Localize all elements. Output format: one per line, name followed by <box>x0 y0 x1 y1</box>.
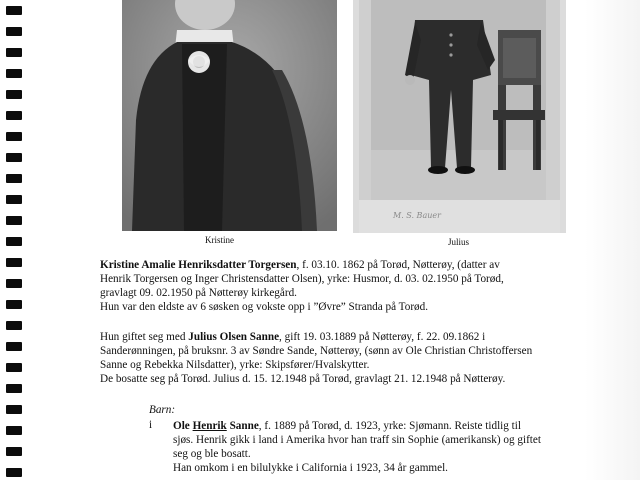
spiral-binding <box>0 0 30 480</box>
bio1-line2: Henrik Torgersen og Inger Christensdatter Olsen), yrke: Husmor, d. 03. 02.1950 på Torød, <box>100 273 504 285</box>
binding-ring <box>6 132 22 141</box>
photographer-stamp: M. S. Bauer <box>393 211 441 220</box>
bio-julius <box>100 330 532 386</box>
bio1-line1: , f. 03.10. 1862 på Torød, Nøtterøy, (datter av <box>296 259 500 271</box>
binding-ring <box>6 447 22 456</box>
child-number: i <box>149 419 153 431</box>
binding-ring <box>6 216 22 225</box>
binding-ring <box>6 279 22 288</box>
binding-ring <box>6 6 22 15</box>
child-line3: seg og ble bosatt. <box>173 448 251 460</box>
bio2-line2: Sanderønningen, på bruksnr. 3 av Søndre Sande, Nøtterøy, (sønn av Ole Christian Christoffersen <box>100 345 533 357</box>
caption-julius: Julius <box>448 237 470 247</box>
binding-ring <box>6 342 22 351</box>
binding-ring <box>6 384 22 393</box>
binding-ring <box>6 468 22 477</box>
name-julius: Julius Olsen Sanne <box>188 331 280 343</box>
binding-ring <box>6 363 22 372</box>
children-label: Barn: <box>149 404 176 416</box>
child-first-name: Ole <box>173 420 193 432</box>
child-line1: , f. 1889 på Torød, d. 1923, yrke: Sjømann. Reiste tidlig til <box>258 420 522 432</box>
child-surname: Sanne <box>226 420 259 432</box>
binding-ring <box>6 321 22 330</box>
binding-ring <box>6 69 22 78</box>
photo-kristine <box>122 0 337 231</box>
bio1-line4: Hun var den eldste av 6 søsken og vokste opp i ”Øvre” Stranda på Torød. <box>100 301 429 313</box>
binding-ring <box>6 111 22 120</box>
bio-kristine <box>100 258 504 314</box>
binding-ring <box>6 153 22 162</box>
child-line2: sjøs. Henrik gikk i land i Amerika hvor han traff sin Sophie (amerikansk) og giftet <box>173 434 541 446</box>
binding-ring <box>6 27 22 36</box>
bio2-line3: Sanne og Rebekka Nilsdatter), yrke: Skipsfører/Hvalskytter. <box>100 359 370 371</box>
bio1-line3: gravlagt 09. 02.1950 på Nøtterøy kirkegård. <box>100 287 297 299</box>
binding-ring <box>6 195 22 204</box>
child-entry-henrik <box>173 419 541 475</box>
binding-ring <box>6 405 22 414</box>
child-called-name: Henrik <box>192 420 227 432</box>
binding-ring <box>6 258 22 267</box>
page-edge-shadow <box>585 0 640 480</box>
photo-julius <box>353 0 566 233</box>
binding-ring <box>6 300 22 309</box>
binding-ring <box>6 48 22 57</box>
bio2-line1-rest: , gift 19. 03.1889 på Nøtterøy, f. 22. 09.1862 i <box>279 331 486 343</box>
caption-kristine: Kristine <box>205 235 234 245</box>
name-kristine: Kristine Amalie Henriksdatter Torgersen <box>100 259 297 271</box>
portrait-julius-image <box>353 0 566 233</box>
portrait-kristine-image <box>122 0 337 231</box>
binding-ring <box>6 237 22 246</box>
binding-ring <box>6 426 22 435</box>
binding-ring <box>6 174 22 183</box>
bio2-line1-pre: Hun giftet seg med <box>100 331 189 343</box>
binding-ring <box>6 90 22 99</box>
child-line4: Han omkom i en bilulykke i California i 1923, 34 år gammel. <box>173 462 448 474</box>
bio2-line4: De bosatte seg på Torød. Julius d. 15. 12.1948 på Torød, gravlagt 21. 12.1948 på Nøtterøy. <box>100 373 506 385</box>
